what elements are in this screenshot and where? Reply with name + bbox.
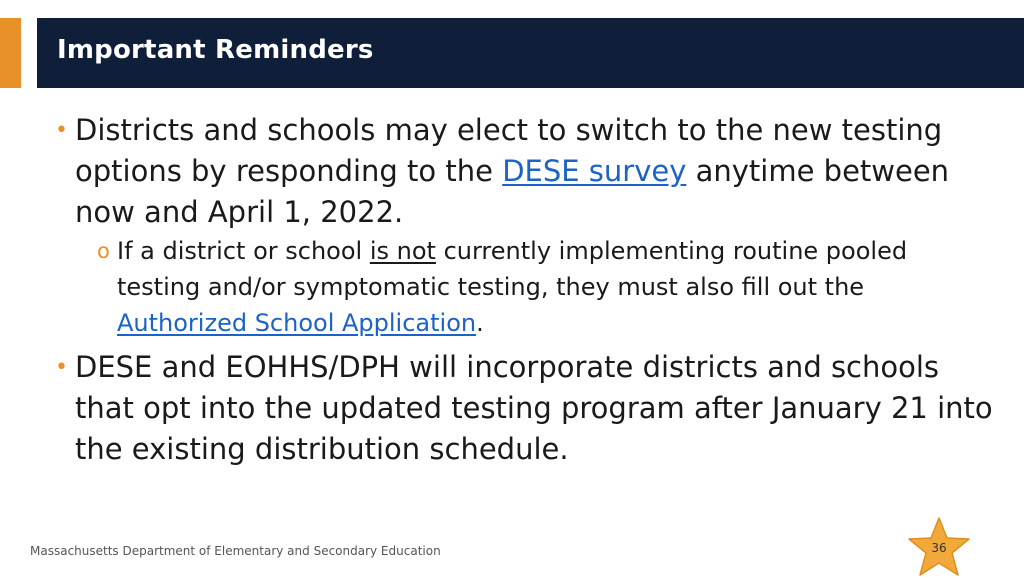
bullet-marker: • bbox=[55, 118, 68, 143]
sub-bullet-text-start: If a district or school bbox=[117, 237, 370, 265]
slide-content bbox=[55, 110, 995, 470]
sub-bullet-marker: o bbox=[97, 239, 110, 263]
underlined-emphasis: is not bbox=[369, 237, 436, 265]
page-number-badge bbox=[906, 515, 972, 579]
title-bar bbox=[37, 18, 1024, 88]
slide-title: Important Reminders bbox=[57, 35, 374, 65]
dese-survey-link[interactable]: DESE survey bbox=[502, 154, 687, 188]
authorized-school-application-link[interactable]: Authorized School Application bbox=[117, 309, 477, 337]
sub-bullet-item bbox=[97, 233, 995, 341]
bullet-marker: • bbox=[55, 355, 68, 380]
bullet-item-1 bbox=[55, 110, 995, 233]
bullet-2-text: DESE and EOHHS/DPH will incorporate districts and schools that opt into the updated testing program after January 21 into the existing distribution schedule. bbox=[75, 350, 993, 466]
bullet-item-2 bbox=[55, 347, 995, 470]
bullet-1-text-start: Districts and schools may elect to switch to the new testing options by responding to the bbox=[75, 113, 943, 188]
page-number: 36 bbox=[931, 541, 947, 555]
footer-organization: Massachusetts Department of Elementary and Secondary Education bbox=[30, 544, 441, 558]
bullet-1-text-end: anytime between now and April 1, 2022. bbox=[75, 154, 950, 229]
accent-bar bbox=[0, 18, 21, 88]
sub-bullet-text-end: . bbox=[476, 309, 484, 337]
sub-bullet-text-middle: currently implementing routine pooled testing and/or symptomatic testing, they must also fill out the bbox=[117, 237, 908, 301]
